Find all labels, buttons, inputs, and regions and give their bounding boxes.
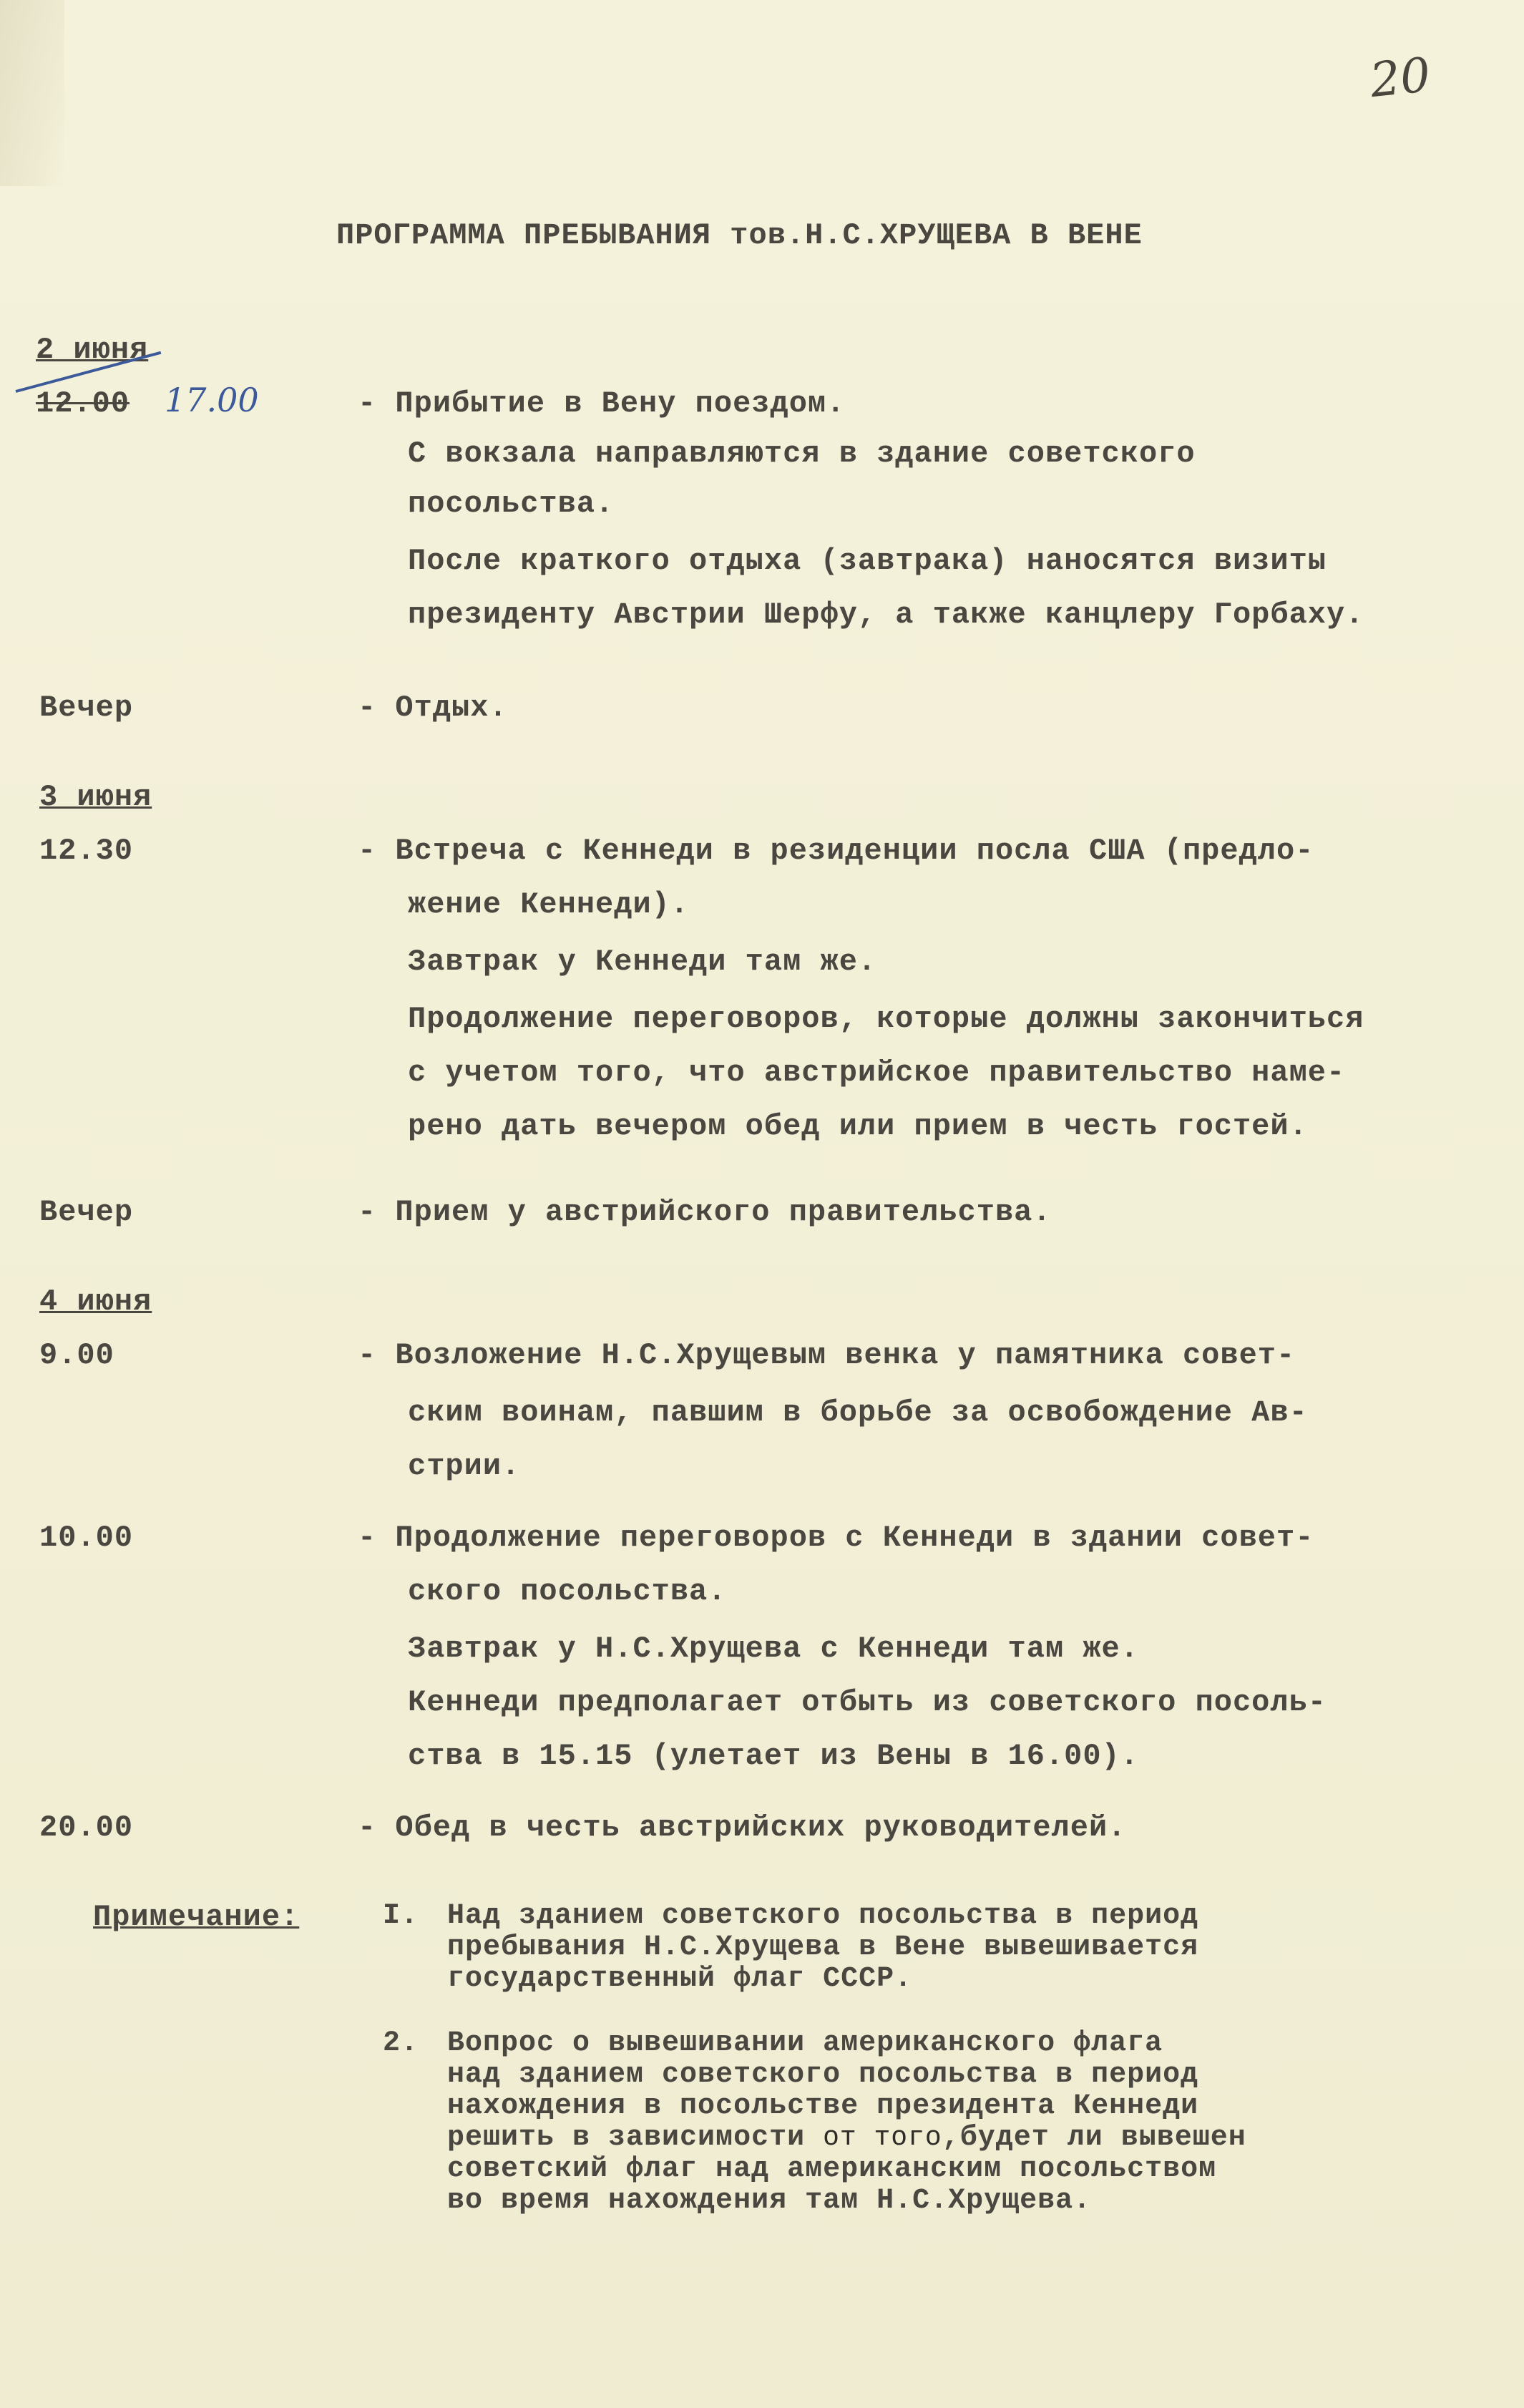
- note-line: во время нахождения там Н.С.Хрущева.: [447, 2185, 1092, 2217]
- entry-line: Завтрак у Н.С.Хрущева с Кеннеди там же.: [408, 1632, 1139, 1666]
- document-title: ПРОГРАММА ПРЕБЫВАНИЯ тов.Н.С.ХРУЩЕВА В ВЕНЕ: [336, 218, 1143, 253]
- note-number: I.: [383, 1900, 419, 1932]
- entry-line: рено дать вечером обед или прием в честь гостей.: [408, 1109, 1308, 1144]
- time-label: Вечер: [39, 691, 134, 725]
- time-label: Вечер: [39, 1195, 134, 1229]
- note-line-part: ,будет ли вывешен: [942, 2122, 1246, 2154]
- note-line-part: решить в зависимости: [447, 2122, 806, 2154]
- entry-line: президенту Австрии Шерфу, а также канцлеру Горбаху.: [408, 598, 1364, 632]
- note-line: Над зданием советского посольства в период: [447, 1900, 1199, 1932]
- note-line: нахождения в посольстве президента Кеннеди: [447, 2090, 1199, 2122]
- entry-line: С вокзала направляются в здание советского: [408, 437, 1196, 471]
- entry-line: Завтрак у Кеннеди там же.: [408, 945, 877, 979]
- note-number: 2.: [383, 2027, 419, 2060]
- time-label: 12.30: [39, 834, 134, 868]
- entry-line: - Обед в честь австрийских руководителей.: [358, 1810, 1127, 1845]
- note-line: Вопрос о вывешивании американского флага: [447, 2027, 1163, 2060]
- date-heading: 2 июня: [36, 333, 149, 367]
- entry-line: - Отдых.: [358, 691, 508, 725]
- note-line: над зданием советского посольства в период: [447, 2059, 1199, 2091]
- time-label: 9.00: [39, 1338, 114, 1373]
- folded-corner: [0, 0, 64, 186]
- entry-line: После краткого отдыха (завтрака) наносятся визиты: [408, 544, 1327, 578]
- entry-line: - Прием у австрийского правительства.: [358, 1195, 1052, 1229]
- date-heading: 3 июня: [39, 780, 152, 814]
- handwritten-time-correction: 17.00: [165, 381, 259, 419]
- notes-label: Примечание:: [93, 1900, 300, 1934]
- page-number: 20: [1367, 47, 1433, 109]
- note-line: советский флаг над американским посольством: [447, 2153, 1217, 2185]
- entry-line: ским воинам, павшим в борьбе за освобождение Ав-: [408, 1395, 1308, 1430]
- entry-line: ского посольства.: [408, 1574, 727, 1609]
- note-line: пребывания Н.С.Хрущева в Вене вывешивается: [447, 1931, 1199, 1964]
- entry-line: жение Кеннеди).: [408, 887, 690, 922]
- entry-line: - Прибытие в Вену поездом.: [358, 386, 846, 421]
- entry-line: Продолжение переговоров, которые должны закончиться: [408, 1002, 1364, 1036]
- entry-line: с учетом того, что австрийское правительство наме-: [408, 1056, 1346, 1090]
- note-line: [447, 2124, 1246, 2153]
- entry-line: посольства.: [408, 487, 615, 521]
- time-crossed-out: 12.00: [36, 386, 130, 421]
- date-heading: 4 июня: [39, 1285, 152, 1319]
- entry-line: - Встреча с Кеннеди в резиденции посла США (предло-: [358, 834, 1314, 868]
- inserted-text: от того: [823, 2122, 942, 2153]
- time-label: 20.00: [39, 1810, 134, 1845]
- note-line: государственный флаг СССР.: [447, 1963, 913, 1995]
- entry-line: Кеннеди предполагает отбыть из советского посоль-: [408, 1685, 1327, 1720]
- time-label: 10.00: [39, 1521, 134, 1555]
- entry-line: - Возложение Н.С.Хрущевым венка у памятника совет-: [358, 1338, 1296, 1373]
- entry-line: стрии.: [408, 1449, 521, 1483]
- entry-line: ства в 15.15 (улетает из Вены в 16.00).: [408, 1739, 1139, 1773]
- entry-line: - Продолжение переговоров с Кеннеди в здании совет-: [358, 1521, 1314, 1555]
